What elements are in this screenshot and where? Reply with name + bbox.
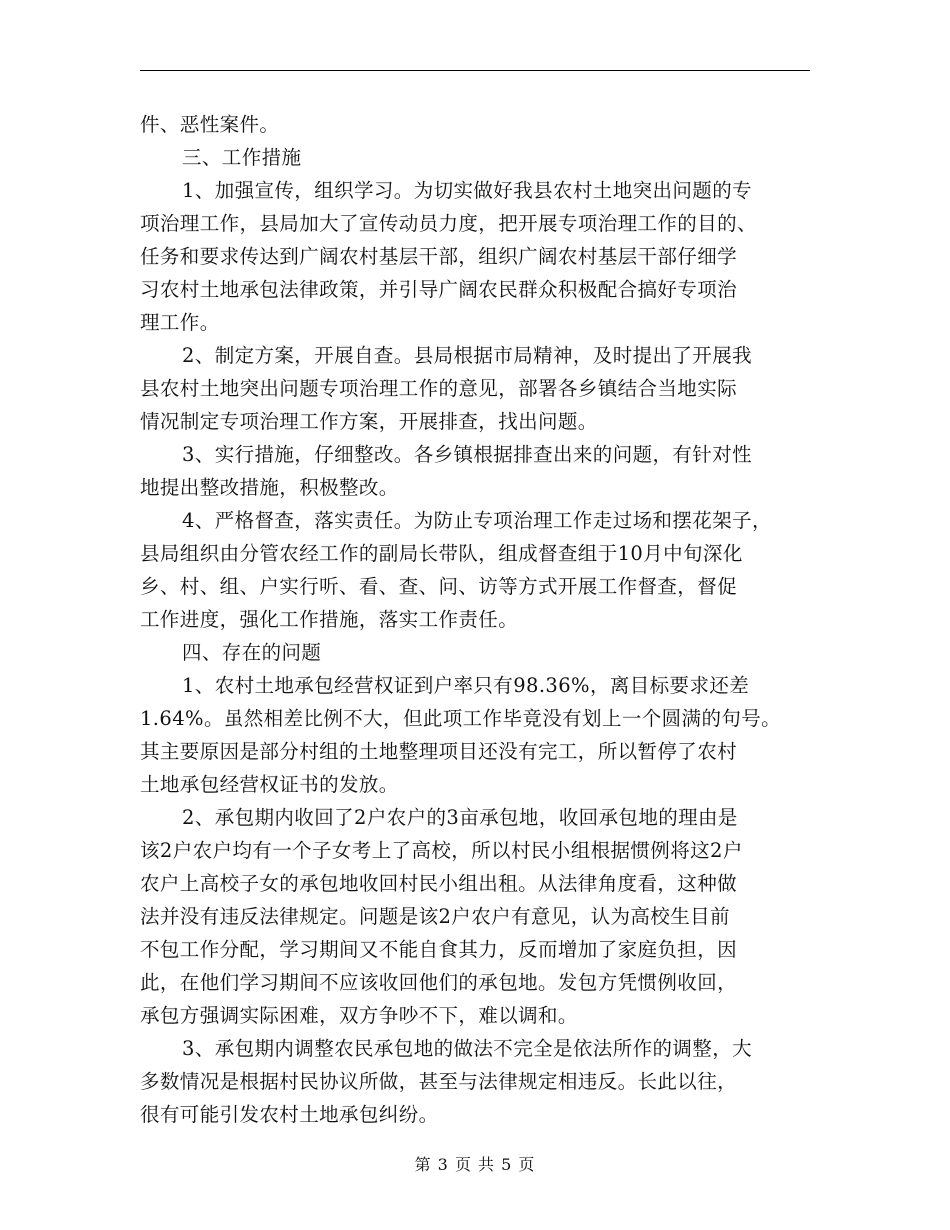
text-line: 地提出整改措施，积极整改。 [140,476,399,499]
text-line: 其主要原因是部分村组的土地整理项目还没有完工，所以暂停了农村 [140,740,738,763]
text-line: 县农村土地突出问题专项治理工作的意见，部署各乡镇结合当地实际 [140,377,738,400]
text-line: 1.64%。虽然相差比例不大，但此项工作毕竟没有划上一个圆满的句号。 [140,707,782,730]
header-rule [140,70,810,71]
text-line: 乡、村、组、户实行听、看、查、问、访等方式开展工作督查，督促 [140,575,738,598]
text-line: 2、承包期内收回了2户农户的3亩承包地，收回承包地的理由是 [182,806,738,829]
text-line: 3、承包期内调整农民承包地的做法不完全是依法所作的调整，大 [182,1037,753,1060]
text-line: 1、农村土地承包经营权证到户率只有98.36%，离目标要求还差 [182,674,750,697]
text-line: 不包工作分配，学习期间又不能自食其力，反而增加了家庭负担，因 [140,938,738,961]
text-line: 项治理工作，县局加大了宣传动员力度，把开展专项治理工作的目的、 [140,212,757,235]
text-line: 习农村土地承包法律政策，并引导广阔农民群众积极配合搞好专项治 [140,278,738,301]
text-line: 2、制定方案，开展自查。县局根据市局精神，及时提出了开展我 [182,344,753,367]
text-line: 任务和要求传达到广阔农村基层干部，组织广阔农村基层干部仔细学 [140,245,738,268]
text-line: 情况制定专项治理工作方案，开展排查，找出问题。 [140,410,598,433]
text-line: 县局组织由分管农经工作的副局长带队，组成督查组于10月中旬深化 [140,542,743,565]
text-line: 承包方强调实际困难，双方争吵不下，难以调和。 [140,1004,578,1027]
text-line: 三、工作措施 [182,146,302,169]
text-line: 理工作。 [140,311,220,334]
text-line: 工作进度，强化工作措施，落实工作责任。 [140,608,519,631]
text-line: 件、恶性案件。 [140,113,280,136]
page-number-footer: 第 3 页 共 5 页 [414,1155,536,1174]
text-line: 土地承包经营权证书的发放。 [140,773,399,796]
text-line: 1、加强宣传，组织学习。为切实做好我县农村土地突出问题的专 [182,179,753,202]
text-line: 农户上高校子女的承包地收回村民小组出租。从法律角度看，这种做 [140,872,738,895]
text-line: 4、严格督查，落实责任。为防止专项治理工作走过场和摆花架子， [182,509,772,532]
text-line: 法并没有违反法律规定。问题是该2户农户有意见，认为高校生目前 [140,905,730,928]
text-line: 多数情况是根据村民协议所做，甚至与法律规定相违反。长此以往， [140,1070,738,1093]
text-line: 很有可能引发农村土地承包纠纷。 [140,1103,439,1126]
text-line: 此，在他们学习期间不应该收回他们的承包地。发包方凭惯例收回， [140,971,738,994]
text-line: 该2户农户均有一个子女考上了高校，所以村民小组根据惯例将这2户 [140,839,743,862]
text-line: 四、存在的问题 [182,641,322,664]
document-body [140,108,810,1131]
text-line: 3、实行措施，仔细整改。各乡镇根据排查出来的问题，有针对性 [182,443,753,466]
